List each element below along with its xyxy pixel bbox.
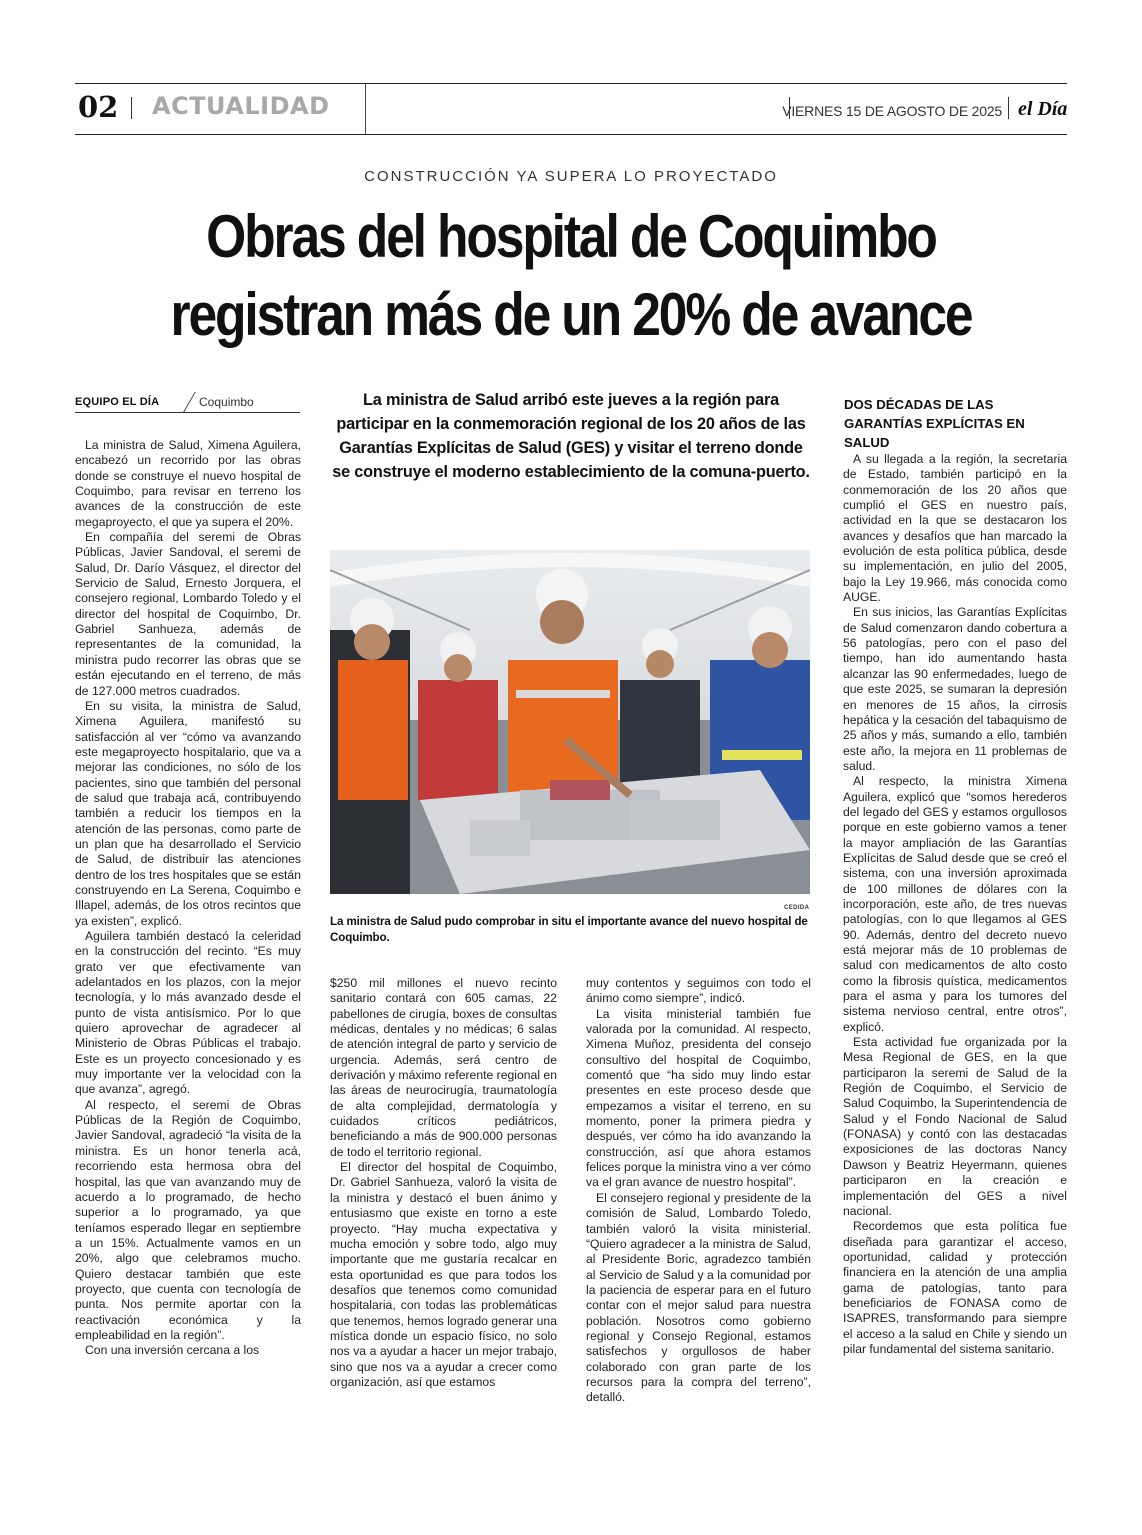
paragraph: Aguilera también destacó la celeridad en la construcción del recinto. “Es muy grato ver que efectivamente van adelantados en los plazos, con la mejor tecnología, y lo más avanzado desde el punto de vista antisísmico. Por lo que quiero aprovechar de agradecer al Ministerio de Obras Públicas el trabajo. Este es un proyecto concesionado y es muy importante ver la velocidad con la que avanza”, agregó. [75, 929, 301, 1097]
byline-author: EQUIPO EL DÍA [75, 396, 160, 408]
paragraph: muy contentos y seguimos con todo el ánimo como siempre”, indicó. [586, 976, 811, 1006]
sidebar-title: DOS DÉCADAS DE LAS GARANTÍAS EXPLÍCITAS EN SALUD [844, 397, 1025, 450]
article-column-2 [330, 976, 557, 1390]
paragraph: Recordemos que esta política fue diseñada para garantizar el acceso, oportunidad, calidad y protección financiera en la atención de una amplia gama de patologías, tanto para beneficiarios de FONASA como de ISAPRES, transformando para siempre el acceso a la salud en Chile y siendo un pilar fundamental del sistema sanitario. [843, 1219, 1067, 1356]
byline-place: Coquimbo [199, 395, 254, 409]
article-photo [330, 550, 810, 894]
paragraph: La ministra de Salud, Ximena Aguilera, encabezó un recorrido por las obras donde se construye el nuevo hospital de Coquimbo, para revisar en terreno los avances de la construcción de este megaproyecto, el que ya supera el 20%. [75, 438, 301, 529]
paragraph: Al respecto, la ministra Ximena Aguilera, explicó que “somos herederos del legado del GES y estamos orgullosos porque en este gobierno vamos a tener la mayor ampliación de las Garantías Explícitas de Salud desde que se creó el sistema, con una inversión aproximada de 100 millones de dólares con la incorporación, este año, de tres nuevas patologías, con lo que llegamos al GES 90. Además, dentro del decreto nuevo está mejorar más de 10 problemas de salud con medicamentos de alto costo como la fibrosis quística, medicamentos para el asma y para los tumores del sistema nervioso central, entre otros”, explicó. [843, 774, 1067, 1034]
paragraph: La visita ministerial también fue valorada por la comunidad. Al respecto, Ximena Muñoz, presidenta del consejo consultivo del hospital de Coquimbo, comentó que “ha sido muy lindo estar presentes en este proceso desde que empezamos a visitar el terreno, en su momento, poner la primera piedra y después, ver cómo ha ido avanzando la construcción, así que ahora estamos felices porque la ministra vino a ver cómo va el gran avance de nuestro hospital”. [586, 1006, 811, 1190]
byline [75, 392, 300, 413]
paragraph: El consejero regional y presidente de la comisión de Salud, Lombardo Toledo, también valoró la visita ministerial. “Quiero agradecer a la ministra de Salud, al Presidente Boric, agradezco también al Servicio de Salud y a la comunidad por la paciencia de esperar para en el futuro contar con el mejor salud para nuestra población. Nosotros como gobierno regional y Consejo Regional, estamos satisfechos y orgullosos de haber colaborado con gran parte de los recursos para la compra del terreno”, detalló. [586, 1190, 811, 1405]
paragraph: El director del hospital de Coquimbo, Dr. Gabriel Sanhueza, valoró la visita de la ministra y destacó el buen ánimo y entusiasmo que existe en torno a este proyecto. “Hay mucha expectativa y mucha emoción y sobre todo, algo muy importante que me gustaría recalcar en esta oportunidad es que para todos los desafíos que tenemos como comunidad hospitalaria, con todas las problemáticas que tenemos, hemos logrado generar una mística donde un espacio físico, no solo nos va a ayudar a hacer un mejor trabajo, sino que nos va a ayudar a crecer como organización, así que estamos [330, 1160, 557, 1389]
photo-caption: La ministra de Salud pudo comprobar in situ el importante avance del nuevo hospital de Coquimbo. [330, 915, 808, 944]
paragraph: A su llegada a la región, la secretaria de Estado, también participó en la conmemoración de los 20 años que cumplió el GES en nuestro país, actividad en la que se destacaron los avances y desafíos que han marcado la evolución de esta política pública, desde su implementación, en julio del 2005, bajo la Ley 19.966, más conocida como AUGE. [843, 452, 1067, 605]
page-number: 02 [78, 90, 119, 124]
masthead-divider [365, 84, 366, 134]
article-column-1 [75, 438, 301, 1359]
paragraph: Con una inversión cercana a los [85, 1343, 260, 1358]
paragraph: En compañía del seremi de Obras Públicas, Javier Sandoval, el seremi de Salud, Dr. Darío Vásquez, el director del Servicio de Salud, Ernesto Jorquera, el consejero regional, Lombardo Toledo y el director del hospital de Coquimbo, Dr. Gabriel Sanhueza, además de representantes de la comunidad, la ministra pudo recorrer las obras que se están ejecutando en el terreno, de más de 127.000 metros cuadrados. [75, 530, 301, 698]
article-lead: La ministra de Salud arribó este jueves a la región para participar en la conmemoración regional de los 20 años de las Garantías Explícitas de Salud (GES) y visitar el terreno donde se construye el moderno establecimiento de la comuna-puerto. [332, 391, 810, 481]
section-separator [131, 97, 132, 119]
paragraph: Esta actividad fue organizada por la Mesa Regional de GES, en la que participaron la seremi de Salud de la Región de Coquimbo, el Servicio de Salud Coquimbo, la Superintendencia de Salud y el Fondo Nacional de Salud (FONASA) y contó con las destacadas exposiciones de las doctoras Nancy Dawson y Beatriz Heyermann, quienes participaron en la creación e implementación del GES a nivel nacional. [843, 1035, 1067, 1218]
article-kicker: CONSTRUCCIÓN YA SUPERA LO PROYECTADO [364, 168, 778, 185]
issue-date: VIERNES 15 DE AGOSTO DE 2025 [782, 103, 1002, 119]
paragraph: En sus inicios, las Garantías Explícitas de Salud comenzaron dando cobertura a 56 patologías, pero con el paso del tiempo, han ido aumentando hasta alcanzar las 90 enfermedades, luego de que este 2025, se sumaran la depresión en menores de 15 años, la cirrosis hepática y la cesación del tabaquismo de 25 años y más, sumando a ello, también este año, la mejora en 11 problemas de salud. [843, 605, 1067, 773]
masthead-bottom-rule [75, 134, 1067, 135]
brand-separator [1008, 97, 1009, 119]
newspaper-logo: el Día [1018, 98, 1068, 120]
section-name: ACTUALIDAD [152, 92, 330, 120]
paragraph: En su visita, la ministra de Salud, Ximena Aguilera, manifestó su satisfacción al ver “cómo va avanzando este megaproyecto hospitalario, que va a mejorar las condiciones, no sólo de los pacientes, sino que también del personal de salud que trabaja acá, contribuyendo también a reducir los tiempos en la atención de las personas, como parte de un plan que ha desarrollado el Servicio de Salud, de distribuir las atenciones dentro de los tres hospitales que se están construyendo en La Serena, Coquimbo e Illapel, además, de los otros recintos que ya existen”, explicó. [75, 698, 301, 928]
sidebar-column [843, 452, 1067, 1357]
photo-credit: CEDIDA [784, 905, 810, 911]
byline-divider [183, 392, 196, 412]
masthead-top-rule [75, 83, 1067, 84]
photo-illustration [330, 550, 810, 894]
article-column-3 [586, 976, 811, 1406]
article-headline: Obras del hospital de Coquimbo registran más de un 20% de avance [170, 203, 972, 348]
paragraph: Al respecto, el seremi de Obras Públicas de la Región de Coquimbo, Javier Sandoval, agradeció “la visita de la ministra. Es un honor tenerla acá, recorriendo esta hermosa obra del hospital, las que van avanzando muy de acuerdo a lo programado, de hecho superior a lo programado, ya que teníamos esperado llegar en septiembre a un 15%. Actualmente vamos en un 20%, algo que celebramos mucho. Quiero destacar también que este proyecto, que cuenta con tecnología de punta. Nos permite aportar con la reactivación económica y la empleabilidad en la región”. [75, 1097, 301, 1342]
paragraph: $250 mil millones el nuevo recinto sanitario contará con 605 camas, 22 pabellones de cirugía, boxes de consultas médicas, dentales y no médicas; 6 salas de atención integral de parto y servicio de urgencia. Además, será centro de derivación y máximo referente regional en las áreas de neurocirugía, traumatología de alta complejidad, dermatología y cuidados críticos pediátricos, beneficiando a más de 900.000 personas de todo el territorio regional. [330, 976, 557, 1159]
